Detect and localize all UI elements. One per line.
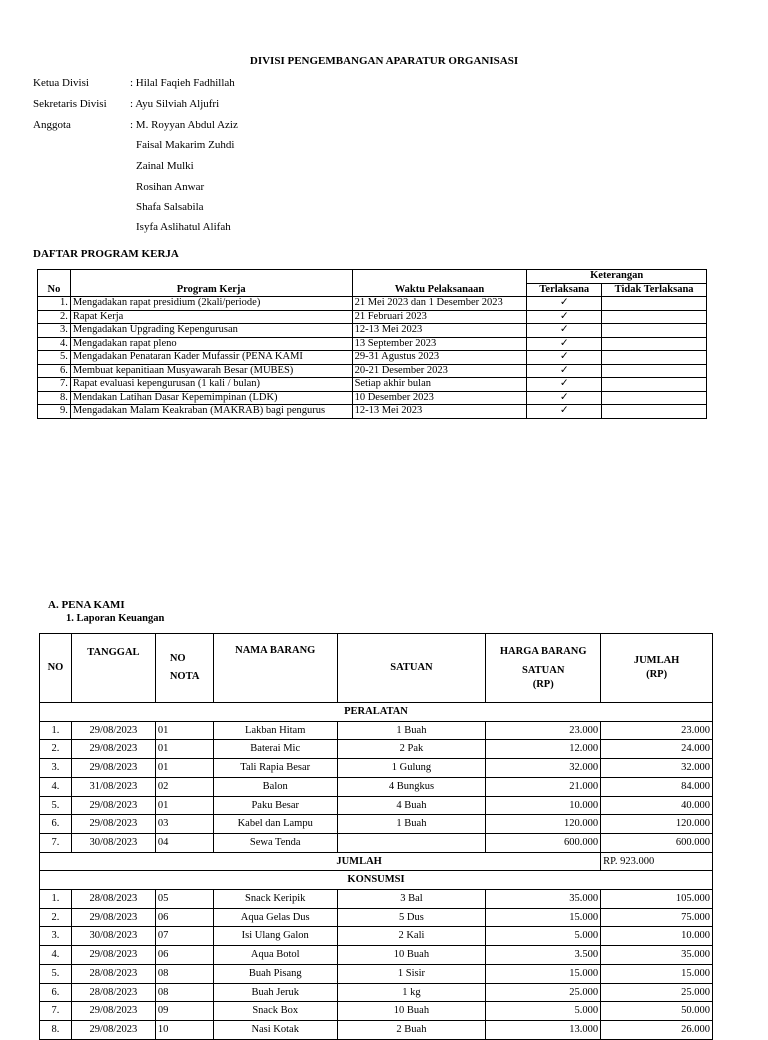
program-name: Mengadakan rapat presidium (2kali/periode) [70,297,352,311]
check-icon: ✓ [527,351,602,365]
program-row [38,364,707,378]
fin-col-nota [155,634,213,703]
item-tanggal: 29/08/2023 [71,1002,155,1021]
item-satuan: 1 kg [337,983,486,1002]
anggota-first: : M. Royyan Abdul Aziz [130,119,238,131]
item-no: 2. [40,740,72,759]
check-icon: ✓ [527,378,602,392]
finance-row [40,721,713,740]
ketua-value: : Hilal Faqieh Fadhillah [130,77,235,89]
item-nota: 01 [155,796,213,815]
fin-col-harga-line2: SATUAN [522,664,565,676]
item-satuan: 1 Sisir [337,964,486,983]
total-row [40,852,713,871]
section-laporan-keuangan: 1. Laporan Keuangan [66,613,165,624]
sekretaris-value: : Ayu Silviah Aljufri [130,98,220,110]
member-name: Rosihan Anwar [136,181,205,193]
item-jumlah: 25.000 [601,983,713,1002]
col-program: Program Kerja [70,270,352,297]
item-jumlah: 105.000 [601,890,713,909]
program-tidak [602,337,707,351]
item-tanggal: 29/08/2023 [71,740,155,759]
finance-row [40,815,713,834]
program-tidak [602,351,707,365]
item-jumlah: 23.000 [601,721,713,740]
member-name: Faisal Makarim Zuhdi [136,139,235,151]
col-tidak-terlaksana: Tidak Terlaksana [602,283,707,297]
program-no: 7. [38,378,71,392]
program-no: 3. [38,324,71,338]
finance-table [39,633,713,1040]
fin-col-jumlah [601,634,713,703]
col-waktu: Waktu Pelaksanaan [352,270,527,297]
program-no: 9. [38,405,71,419]
ketua-label: Ketua Divisi [33,77,89,89]
item-satuan: 10 Buah [337,1002,486,1021]
program-name: Mengadakan Malam Keakraban (MAKRAB) bagi pengurus [70,405,352,419]
program-name: Mengadakan Penataran Kader Mufassir (PENA KAMI [70,351,352,365]
item-harga: 13.000 [486,1020,601,1039]
item-no: 3. [40,927,72,946]
item-nama: Sewa Tenda [213,833,337,852]
item-nama: Buah Jeruk [213,983,337,1002]
program-row [38,378,707,392]
item-nota: 09 [155,1002,213,1021]
member-name: Zainal Mulki [136,160,194,172]
item-nama: Aqua Botol [213,946,337,965]
item-nota: 04 [155,833,213,852]
item-nama: Isi Ulang Galon [213,927,337,946]
fin-col-nama: NAMA BARANG [213,634,337,703]
program-row [38,391,707,405]
item-tanggal: 30/08/2023 [71,833,155,852]
program-waktu: 21 Mei 2023 dan 1 Desember 2023 [352,297,527,311]
item-jumlah: 40.000 [601,796,713,815]
item-nama: Baterai Mic [213,740,337,759]
program-row [38,351,707,365]
program-no: 8. [38,391,71,405]
item-nama: Lakban Hitam [213,721,337,740]
item-nota: 07 [155,927,213,946]
finance-row [40,964,713,983]
item-nota: 10 [155,1020,213,1039]
program-row [38,337,707,351]
program-tidak [602,405,707,419]
program-row [38,297,707,311]
fin-col-nota-line1: NO [169,653,186,664]
member-name: Shafa Salsabila [136,201,204,213]
item-jumlah: 32.000 [601,759,713,778]
fin-col-tanggal: TANGGAL [71,634,155,703]
category-peralatan: PERALATAN [40,703,713,722]
anggota-label: Anggota [33,119,71,131]
fin-col-jumlah-line2: (RP) [646,669,668,680]
item-nama: Aqua Gelas Dus [213,908,337,927]
item-nota: 08 [155,983,213,1002]
item-satuan: 10 Buah [337,946,486,965]
item-no: 4. [40,946,72,965]
check-icon: ✓ [527,391,602,405]
finance-row [40,740,713,759]
finance-row [40,796,713,815]
item-jumlah: 26.000 [601,1020,713,1039]
item-no: 6. [40,815,72,834]
check-icon: ✓ [527,405,602,419]
item-tanggal: 30/08/2023 [71,927,155,946]
item-harga: 35.000 [486,890,601,909]
total-value: RP. 923.000 [601,852,713,871]
finance-row [40,759,713,778]
program-name: Mendakan Latihan Dasar Kepemimpinan (LDK) [70,391,352,405]
check-icon: ✓ [527,337,602,351]
item-harga: 23.000 [486,721,601,740]
item-harga: 15.000 [486,908,601,927]
item-jumlah: 35.000 [601,946,713,965]
fin-col-harga [486,634,601,703]
col-no: No [38,270,71,297]
program-tidak [602,364,707,378]
fin-col-harga-line1: HARGA BARANG [499,645,587,657]
program-waktu: Setiap akhir bulan [352,378,527,392]
item-jumlah: 84.000 [601,777,713,796]
program-tidak [602,378,707,392]
item-harga: 15.000 [486,964,601,983]
item-nota: 01 [155,759,213,778]
program-name: Membuat kepanitiaan Musyawarah Besar (MUBES) [70,364,352,378]
program-waktu: 12-13 Mei 2023 [352,324,527,338]
program-no: 2. [38,310,71,324]
finance-row [40,777,713,796]
finance-row [40,890,713,909]
item-satuan: 4 Buah [337,796,486,815]
category-konsumsi: KONSUMSI [40,871,713,890]
item-nota: 01 [155,740,213,759]
member-name: Isyfa Aslihatul Alifah [136,221,231,233]
item-jumlah: 50.000 [601,1002,713,1021]
item-no: 1. [40,721,72,740]
finance-row [40,946,713,965]
item-tanggal: 28/08/2023 [71,890,155,909]
col-keterangan: Keterangan [527,270,707,284]
item-jumlah: 24.000 [601,740,713,759]
item-tanggal: 29/08/2023 [71,908,155,927]
item-tanggal: 28/08/2023 [71,964,155,983]
program-row [38,324,707,338]
item-no: 5. [40,796,72,815]
finance-row [40,1020,713,1039]
finance-row [40,833,713,852]
program-waktu: 20-21 Desember 2023 [352,364,527,378]
item-tanggal: 29/08/2023 [71,796,155,815]
item-no: 1. [40,890,72,909]
section-pena-kami: A. PENA KAMI [48,599,125,611]
item-nota: 06 [155,946,213,965]
item-tanggal: 29/08/2023 [71,946,155,965]
item-harga: 5.000 [486,1002,601,1021]
item-harga: 25.000 [486,983,601,1002]
item-no: 2. [40,908,72,927]
item-nama: Snack Box [213,1002,337,1021]
item-satuan: 2 Buah [337,1020,486,1039]
item-tanggal: 31/08/2023 [71,777,155,796]
item-nota: 05 [155,890,213,909]
item-no: 5. [40,964,72,983]
fin-col-no: NO [40,634,72,703]
item-tanggal: 29/08/2023 [71,759,155,778]
item-tanggal: 29/08/2023 [71,815,155,834]
item-satuan: 2 Pak [337,740,486,759]
item-tanggal: 29/08/2023 [71,721,155,740]
item-harga: 120.000 [486,815,601,834]
program-name: Rapat evaluasi kepengurusan (1 kali / bulan) [70,378,352,392]
check-icon: ✓ [527,324,602,338]
item-jumlah: 120.000 [601,815,713,834]
item-nota: 03 [155,815,213,834]
item-jumlah: 10.000 [601,927,713,946]
program-table [37,269,707,419]
item-no: 7. [40,1002,72,1021]
item-harga: 10.000 [486,796,601,815]
program-waktu: 21 Februari 2023 [352,310,527,324]
finance-row [40,908,713,927]
item-satuan: 1 Gulung [337,759,486,778]
item-satuan: 3 Bal [337,890,486,909]
item-jumlah: 75.000 [601,908,713,927]
item-nama: Buah Pisang [213,964,337,983]
item-no: 7. [40,833,72,852]
item-nama: Balon [213,777,337,796]
fin-col-nota-line2: NOTA [169,671,200,682]
item-jumlah: 600.000 [601,833,713,852]
item-jumlah: 15.000 [601,964,713,983]
item-nota: 01 [155,721,213,740]
check-icon: ✓ [527,364,602,378]
col-terlaksana: Terlaksana [527,283,602,297]
item-no: 3. [40,759,72,778]
program-no: 6. [38,364,71,378]
item-harga: 3.500 [486,946,601,965]
item-nama: Snack Keripik [213,890,337,909]
item-harga: 600.000 [486,833,601,852]
item-harga: 21.000 [486,777,601,796]
program-row [38,405,707,419]
program-heading: DAFTAR PROGRAM KERJA [33,248,179,260]
program-no: 5. [38,351,71,365]
item-nama: Nasi Kotak [213,1020,337,1039]
item-satuan: 5 Dus [337,908,486,927]
check-icon: ✓ [527,297,602,311]
total-label: JUMLAH [40,852,601,871]
sekretaris-label: Sekretaris Divisi [33,98,107,110]
program-tidak [602,324,707,338]
finance-row [40,927,713,946]
fin-col-jumlah-line1: JUMLAH [633,655,680,666]
fin-col-harga-line3: (RP) [532,678,554,690]
item-nama: Paku Besar [213,796,337,815]
item-nama: Kabel dan Lampu [213,815,337,834]
item-nama: Tali Rapia Besar [213,759,337,778]
program-row [38,310,707,324]
program-tidak [602,297,707,311]
program-waktu: 12-13 Mei 2023 [352,405,527,419]
item-no: 8. [40,1020,72,1039]
item-nota: 06 [155,908,213,927]
item-harga: 5.000 [486,927,601,946]
item-no: 4. [40,777,72,796]
program-waktu: 29-31 Agustus 2023 [352,351,527,365]
item-harga: 12.000 [486,740,601,759]
fin-col-satuan: SATUAN [337,634,486,703]
finance-row [40,983,713,1002]
item-satuan [337,833,486,852]
program-name: Mengadakan rapat pleno [70,337,352,351]
document-title: DIVISI PENGEMBANGAN APARATUR ORGANISASI [249,55,519,67]
item-satuan: 1 Buah [337,815,486,834]
item-harga: 32.000 [486,759,601,778]
program-name: Mengadakan Upgrading Kepengurusan [70,324,352,338]
item-satuan: 2 Kali [337,927,486,946]
finance-row [40,1002,713,1021]
program-name: Rapat Kerja [70,310,352,324]
program-no: 4. [38,337,71,351]
item-tanggal: 29/08/2023 [71,1020,155,1039]
program-tidak [602,391,707,405]
item-nota: 02 [155,777,213,796]
item-no: 6. [40,983,72,1002]
item-tanggal: 28/08/2023 [71,983,155,1002]
program-waktu: 13 September 2023 [352,337,527,351]
check-icon: ✓ [527,310,602,324]
program-no: 1. [38,297,71,311]
item-satuan: 4 Bungkus [337,777,486,796]
item-nota: 08 [155,964,213,983]
program-waktu: 10 Desember 2023 [352,391,527,405]
program-tidak [602,310,707,324]
item-satuan: 1 Buah [337,721,486,740]
